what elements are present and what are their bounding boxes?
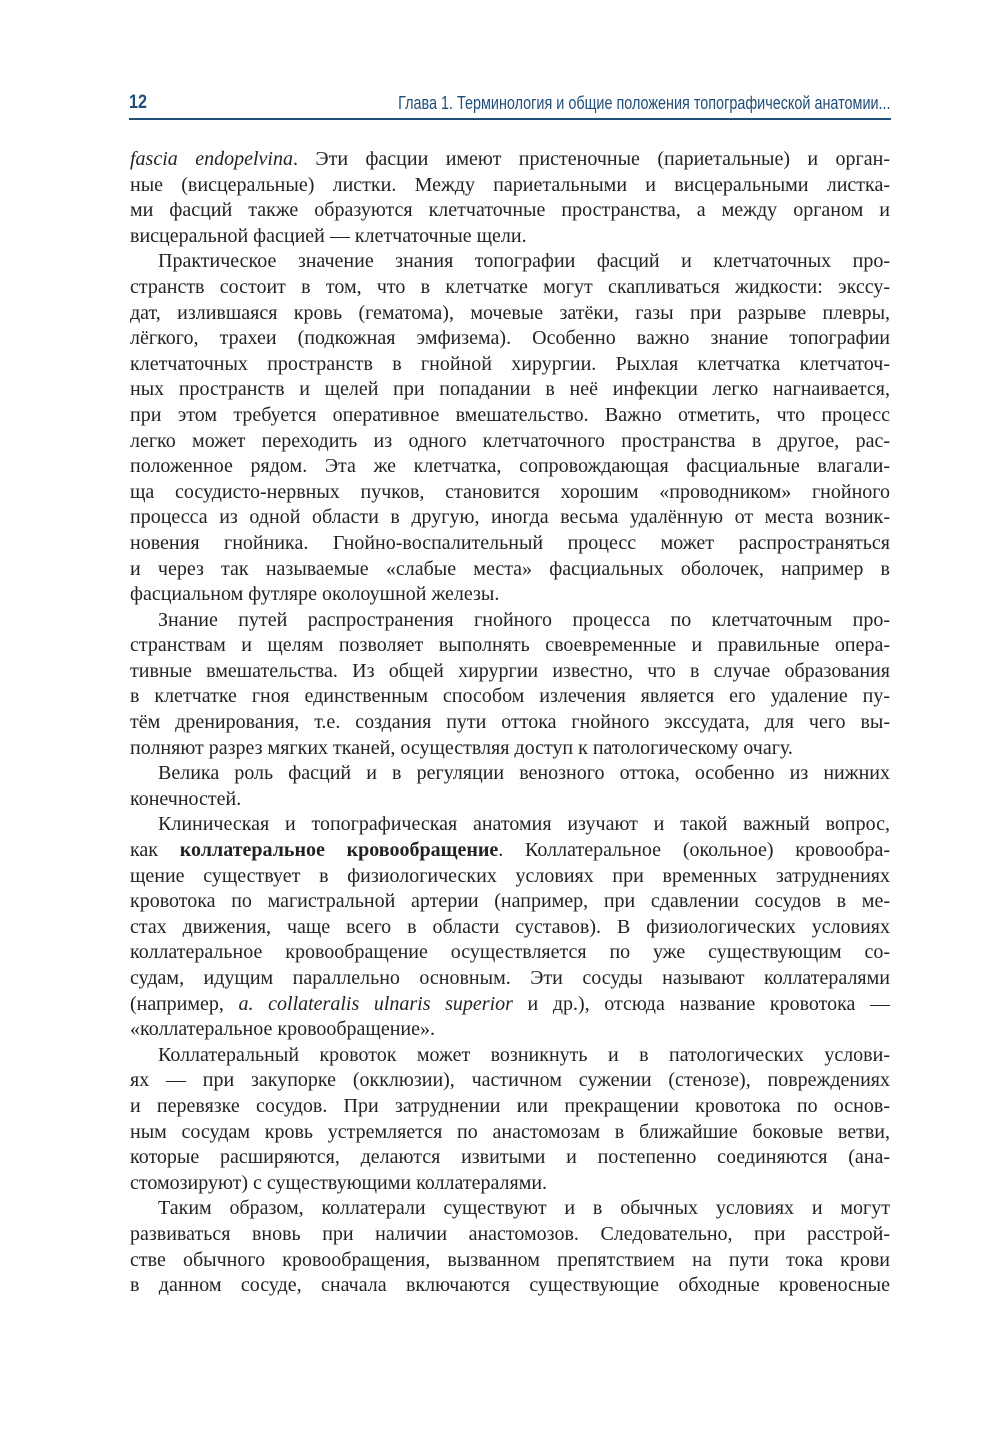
text-run: как — [130, 839, 180, 862]
text-line — [130, 1273, 890, 1299]
text-run: ща сосудисто-нервных пучков, становится хорошим «проводником» гнойного — [130, 480, 890, 503]
text-line — [130, 1196, 890, 1222]
text-run: лёгкого, трахеи (подкожная эмфизема). Особенно важно знание топографии — [130, 327, 890, 350]
text-line — [130, 224, 890, 250]
text-line — [130, 710, 890, 736]
text-run: в клетчатке гноя единственным способом излечения является его удаление пу- — [130, 685, 890, 708]
paragraph — [130, 812, 890, 1042]
text-run: при этом требуется оперативное вмешательство. Важно отметить, что процесс — [130, 403, 890, 426]
text-run: кровотока по магистральной артерии (например, при сдавлении сосудов в ме- — [130, 890, 890, 913]
text-line — [130, 275, 890, 301]
text-line — [130, 864, 890, 890]
text-line — [130, 1171, 890, 1197]
text-line — [130, 684, 890, 710]
text-run: тём дренирования, т.е. создания пути оттока гнойного экссудата, для чего вы- — [130, 711, 890, 734]
text-run: фасциальном футляре околоушной железы. — [130, 583, 500, 606]
text-line — [130, 992, 890, 1018]
text-run: ных пространств и щелей при попадании в неё инфекции легко нагнаивается, — [130, 378, 890, 401]
text-line — [130, 326, 890, 352]
text-run: новения гнойника. Гнойно-воспалительный процесс может распространяться — [130, 531, 890, 554]
text-line — [130, 531, 890, 557]
text-run: Практическое значение знания топографии фасций и клетчаточных про- — [158, 250, 890, 273]
text-line — [130, 377, 890, 403]
text-run: стве обычного кровообращения, вызванном препятствием на пути тока крови — [130, 1248, 890, 1271]
text-line — [130, 787, 890, 813]
paragraph — [130, 147, 890, 249]
running-title: Глава 1. Терминология и общие положения топографической анатомии... — [398, 93, 891, 113]
text-run: (например, — [130, 992, 239, 1015]
text-run: стах движения, чаще всего в области суставов). В физиологических условиях — [130, 915, 890, 938]
text-run: и через так называемые «слабые места» фасциальных оболочек, например в — [130, 557, 890, 580]
text-line — [130, 633, 890, 659]
text-line — [130, 889, 890, 915]
text-line — [130, 1145, 890, 1171]
text-run: «коллатеральное кровообращение». — [130, 1018, 435, 1041]
text-line — [130, 198, 890, 224]
text-line — [130, 1043, 890, 1069]
text-line — [130, 1017, 890, 1043]
text-line — [130, 454, 890, 480]
paragraph — [130, 761, 890, 812]
running-header — [129, 90, 891, 120]
text-line — [130, 940, 890, 966]
text-run: странствам и щелям позволяет выполнять своевременные и правильные опера- — [130, 634, 890, 657]
text-line — [130, 915, 890, 941]
text-line — [130, 582, 890, 608]
text-run: . Эти фасции имеют пристеночные (париетальные) и орган- — [292, 148, 890, 170]
text-line — [130, 1248, 890, 1274]
text-run: и перевязке сосудов. При затруднении или прекращении кровотока по основ- — [130, 1094, 890, 1117]
text-line — [130, 608, 890, 634]
paragraph — [130, 1043, 890, 1197]
text-line — [130, 301, 890, 327]
text-line — [130, 352, 890, 378]
text-run: конечностей. — [130, 787, 242, 810]
paragraph — [130, 249, 890, 607]
text-run: ным сосудам кровь устремляется по анастомозам в ближайшие боковые ветви, — [130, 1120, 890, 1143]
bold-term: коллатеральное кровообращение — [179, 839, 499, 862]
text-line — [130, 659, 890, 685]
text-run: Велика роль фасций и в регуляции венозного оттока, особенно из нижних — [158, 762, 890, 785]
paragraph — [130, 1196, 890, 1298]
text-run: тивные вмешательства. Из общей хирургии известно, что в случае образования — [130, 659, 890, 682]
text-run: стомозируют) с существующими коллатералями. — [130, 1171, 548, 1194]
text-run: Коллатеральный кровоток может возникнуть и в патологических услови- — [158, 1043, 890, 1066]
text-line — [130, 249, 890, 275]
text-line — [130, 1068, 890, 1094]
text-run: положенное рядом. Эта же клетчатка, сопровождающая фасциальные влагали- — [130, 455, 890, 478]
text-run: . Коллатеральное (окольное) кровообра- — [498, 839, 891, 862]
text-line — [130, 173, 890, 199]
text-line — [130, 736, 890, 762]
text-run: Клиническая и топографическая анатомия изучают и такой важный вопрос, — [158, 813, 890, 836]
text-run: ях — при закупорке (окклюзии), частичном сужении (стенозе), повреждениях — [130, 1069, 890, 1092]
text-run: полняют разрез мягких тканей, осуществляя доступ к патологическому очагу. — [130, 736, 793, 759]
body-text — [130, 147, 890, 1299]
text-run: клетчаточных пространств в гнойной хирургии. Рыхлая клетчатка клетчаточ- — [130, 352, 890, 375]
text-run: Таким образом, коллатерали существуют и в обычных условиях и могут — [158, 1197, 890, 1220]
text-run: развиваться вновь при наличии анастомозов. Следовательно, при расстрой- — [130, 1222, 890, 1245]
text-run: которые расширяются, делаются извитыми и постепенно соединяются (ана- — [130, 1146, 890, 1169]
text-run: легко может переходить из одного клетчаточного пространства в другое, рас- — [130, 429, 890, 452]
text-run: коллатеральное кровообращение осуществляется по уже существующим со- — [130, 941, 890, 964]
text-line — [130, 1120, 890, 1146]
latin-term: fascia endopelvina — [130, 148, 293, 170]
text-run: дат, излившаяся кровь (гематома), мочевые затёки, газы при разрыве плевры, — [130, 301, 890, 324]
latin-term: a. collateralis ulnaris superior — [238, 992, 513, 1015]
text-line — [130, 429, 890, 455]
text-run: и др.), отсюда название кровотока — — [512, 992, 891, 1015]
text-run: судам, идущим параллельно основным. Эти сосуды называют коллатералями — [130, 967, 890, 989]
text-run: процесса из одной области в другую, иногда весьма удалённую от места возник- — [130, 506, 890, 529]
paragraph — [130, 608, 890, 762]
text-line — [130, 480, 890, 506]
text-line — [130, 505, 890, 531]
text-run: щение существует в физиологических условиях при временных затруднениях — [130, 864, 890, 887]
text-run: висцеральной фасцией — клетчаточные щели. — [130, 224, 527, 247]
text-line — [130, 557, 890, 583]
text-line — [130, 812, 890, 838]
text-line — [130, 1094, 890, 1120]
text-line — [130, 403, 890, 429]
text-run: Знание путей распространения гнойного процесса по клетчаточным про- — [158, 608, 890, 631]
text-line — [130, 1222, 890, 1248]
text-run: ми фасций также образуются клетчаточные пространства, а между органом и — [130, 199, 890, 222]
text-run: ные (висцеральные) листки. Между париетальными и висцеральными листка- — [130, 173, 890, 196]
page-number: 12 — [129, 92, 147, 113]
text-line — [130, 147, 890, 173]
text-run: странств состоит в том, что в клетчатке могут скапливаться жидкости: экссу- — [130, 275, 890, 298]
text-run: в данном сосуде, сначала включаются существующие обходные кровеносные — [130, 1274, 890, 1297]
text-line — [130, 761, 890, 787]
text-line — [130, 838, 890, 864]
text-line — [130, 966, 890, 992]
